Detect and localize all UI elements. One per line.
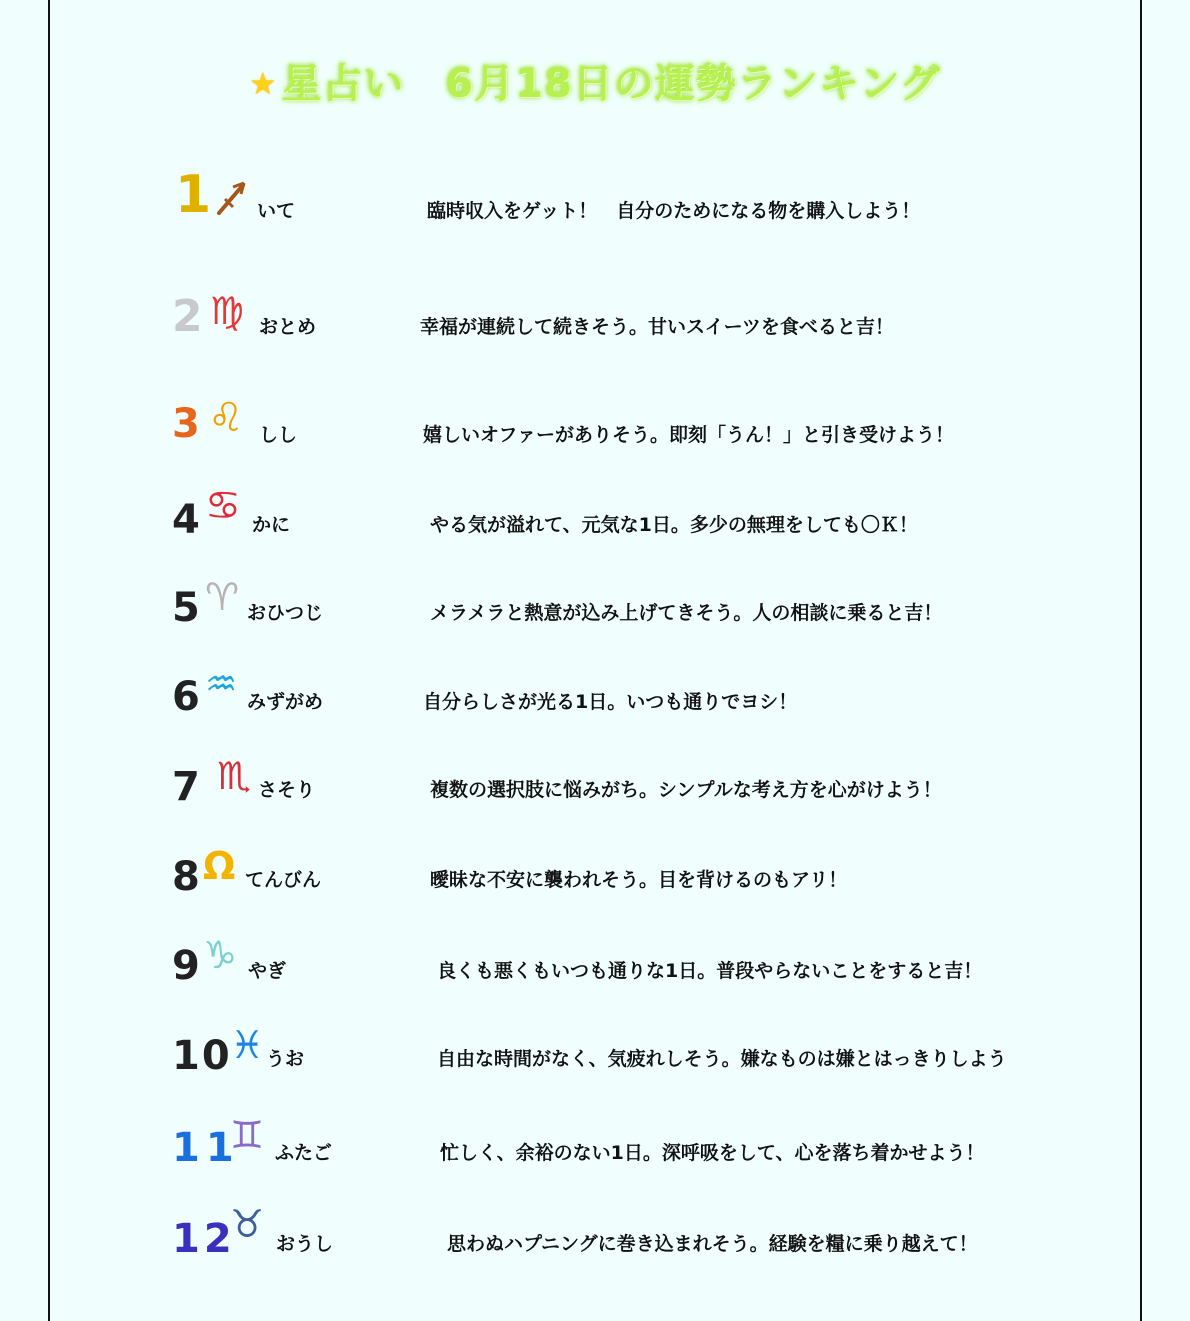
sagittarius-icon [215, 177, 249, 224]
ranking-row-7 [0, 755, 1190, 815]
fortune-text: 自由な時間がなく、気疲れしそう。嫌なものは嫌とはっきりしよう [437, 1048, 1007, 1070]
fortune-text: 思わぬハプニングに巻き込まれそう。経験を糧に乗り越えて！ [447, 1233, 978, 1255]
fortune-text: 臨時収入をゲット！ 自分のためになる物を購入しよう！ [427, 200, 921, 222]
sign-name: さそり [258, 779, 316, 801]
pisces-icon: ♓ [230, 1023, 265, 1067]
aries-icon: ♈ [205, 575, 240, 619]
taurus-icon: ♉ [230, 1202, 265, 1246]
libra-icon: Ω [203, 844, 236, 888]
sign-name: やぎ [248, 960, 287, 982]
sign-name: ふたご [275, 1142, 333, 1164]
fortune-text: やる気が溢れて、元気な1日。多少の無理をしても〇Ｋ！ [430, 514, 918, 536]
rank-number: 5 [172, 585, 200, 631]
sign-name: おうし [276, 1233, 334, 1255]
rank-number: 3 [172, 401, 200, 447]
sign-name: かに [252, 514, 291, 536]
fortune-text: 忙しく、余裕のない1日。深呼吸をして、心を落ち着かせよう！ [440, 1142, 985, 1164]
scorpio-icon: ♏ [217, 754, 252, 798]
rank-number: 1 [175, 165, 212, 225]
page-title [0, 52, 1190, 109]
sign-name: みずがめ [247, 691, 324, 713]
ranking-row-11 [0, 1114, 1190, 1174]
virgo-icon: ♍ [210, 289, 245, 333]
star-icon: ★ [249, 67, 278, 102]
rank-number: 9 [172, 943, 200, 989]
ranking-row-9 [0, 932, 1190, 992]
cancer-icon: ♋ [205, 483, 241, 529]
sign-name: いて [257, 200, 296, 222]
fortune-text: 複数の選択肢に悩みがち。シンプルな考え方を心がけよう！ [430, 779, 942, 801]
rank-number: 8 [172, 854, 200, 900]
rank-number: 4 [172, 497, 200, 543]
gemini-icon: ♊ [230, 1113, 265, 1157]
fortune-text: 嬉しいオファーがありそう。即刻「うん！」と引き受けよう！ [423, 424, 955, 446]
sign-name: おひつじ [247, 602, 324, 624]
sign-name: しし [259, 424, 298, 446]
ranking-row-12 [0, 1203, 1190, 1263]
ranking-row-5 [0, 576, 1190, 636]
rank-number: 12 [172, 1216, 236, 1262]
ranking-row-6 [0, 665, 1190, 725]
fortune-text: メラメラと熱意が込み上げてきそう。人の相談に乗ると吉！ [430, 602, 943, 624]
fortune-text: 良くも悪くもいつも通りな1日。普段やらないことをすると吉！ [437, 960, 983, 982]
ranking-row-8 [0, 843, 1190, 903]
ranking-row-1 [0, 165, 1190, 225]
ranking-row-4 [0, 483, 1190, 546]
rank-number: 10 [172, 1033, 232, 1079]
fortune-text: 自分らしさが光る1日。いつも通りでヨシ！ [423, 691, 798, 713]
capricorn-icon: ♑ [203, 933, 238, 977]
ranking-row-3 [0, 395, 1190, 458]
fortune-text: 曖昧な不安に襲われそう。目を背けるのもアリ！ [430, 869, 848, 891]
sign-name: うお [266, 1048, 305, 1070]
rank-number: 7 [172, 764, 200, 810]
rank-number: 11 [172, 1125, 240, 1171]
ranking-row-2 [0, 290, 1190, 350]
aquarius-icon: ♒ [205, 664, 238, 705]
leo-icon: ♌ [208, 395, 244, 441]
rank-number: 2 [172, 291, 203, 342]
rank-number: 6 [172, 674, 200, 720]
sign-name: おとめ [259, 316, 317, 338]
title-text: 星占い 6月18日の運勢ランキング [281, 61, 941, 107]
fortune-text: 幸福が連続して続きそう。甘いスイーツを食べると吉！ [420, 316, 894, 338]
ranking-row-10 [0, 1022, 1190, 1082]
sign-name: てんびん [245, 869, 322, 891]
